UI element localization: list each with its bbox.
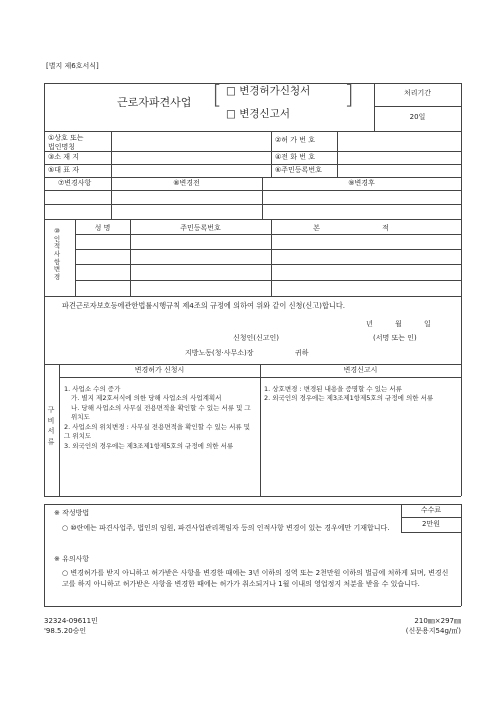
label-address: ③소 재 지 (48, 153, 80, 161)
label-change-item: ⑦변경사항 (58, 179, 92, 187)
sign-note: (서명 또는 인) (373, 334, 417, 342)
docs-left-item: 2. 사업소의 위치변경 : 사무실 전용면적을 확인할 수 있는 서류 및 그 위치도 (64, 422, 251, 441)
docs-right-item: 2. 외국인의 경우에는 제3조제1항제5호의 규정에 의한 서류 (264, 394, 434, 403)
date-day: 일 (424, 320, 431, 328)
statement: 파견근로자보호등에관한법률시행규칙 제4조의 규정에 의하여 위와 같이 신청(신고)합니다. (62, 301, 346, 310)
docs-right-item: 1. 상호변경 : 변경된 내용을 증명할 수 있는 서류 (264, 385, 402, 393)
recipient: 지방노동(청·사무소)장 (185, 349, 254, 357)
docs-left-list (64, 385, 254, 451)
label-before-change: ⑧변경전 (173, 179, 200, 187)
input-phone[interactable] (338, 152, 460, 163)
personal-info-rows[interactable] (76, 235, 460, 295)
docs-left-item: 가. 별지 제2호서식에 의한 당해 사업소의 사업계획서 (71, 394, 222, 403)
input-address[interactable] (112, 152, 270, 163)
date-month: 월 (395, 320, 402, 328)
bracket-right-icon: ] (344, 80, 355, 110)
label-phone: ④전 화 번 호 (275, 153, 315, 161)
label-permit-number: ②허 가 번 호 (275, 136, 315, 144)
bracket-left-icon: [ (212, 80, 223, 110)
form-title: 근로자파견사업 (117, 96, 192, 109)
input-company-name[interactable] (112, 132, 270, 150)
applicant-label: 신청인(신고인) (233, 334, 280, 342)
processing-period-value: 20일 (409, 113, 426, 121)
docs-left-item: 나. 당해 사업소의 사무실 전용면적을 확인할 수 있는 서류 및 그 위치도 (71, 403, 251, 422)
processing-period-label: 처리기간 (403, 89, 432, 97)
label-representative: ⑤대 표 자 (48, 166, 80, 174)
section10-side-label: ⑩인적사항변경 (53, 227, 61, 281)
docs-side-label: 구비서류 (47, 406, 55, 446)
footer-approval: '98.5.20승인 (44, 627, 87, 635)
form-number: [별지 제6호서식] (46, 62, 99, 70)
notes-line: ○ 변경허가를 받지 아니하고 허가받은 사항을 변경한 때에는 3년 이하의 징역 또는 2천만원 이하의 벌금에 처하게 되며, 변경신고를 하지 아니하고 허가받은 사항을 변경한 때에는 허가가 취소되거나 1월 이내의 영업정지 처분을 받을 수 있습니다. (62, 569, 449, 589)
docs-left-item: 3. 외국인의 경우에는 제3조제1항제5호의 규정에 의한 서류 (64, 441, 234, 450)
instructions-title: ※ 작성방법 (54, 509, 90, 517)
input-representative[interactable] (112, 165, 270, 176)
input-resident-number[interactable] (338, 165, 460, 176)
instructions-line: ○ ⑩란에는 파견사업주, 법인의 임원, 파견사업관리책임자 등의 인적사항 변경이 있는 경우에만 기재합니다. (62, 524, 390, 532)
label-resident-number: ⑥주민등록번호 (275, 166, 322, 174)
option-change-report[interactable]: □ 변경신고서 (226, 108, 290, 120)
input-permit-number[interactable] (338, 132, 460, 150)
footer-size: 210㎜×297㎜ (414, 617, 461, 625)
docs-right-list (264, 385, 456, 404)
change-rows[interactable] (45, 191, 460, 218)
docs-left-header: 변경허가 신청시 (134, 366, 185, 374)
recipient-suffix: 귀하 (295, 349, 309, 357)
column-domicile: 본 적 (313, 224, 419, 232)
option-change-permit[interactable]: □ 변경허가신청서 (226, 85, 311, 97)
label-company-name: ①상호 또는 법인명칭 (48, 134, 84, 152)
fee-label: 수수료 (420, 506, 442, 514)
column-name: 성 명 (94, 224, 111, 232)
label-after-change: ⑨변경후 (348, 179, 375, 187)
date-year: 년 (366, 320, 373, 328)
notes-title: ※ 유의사항 (54, 555, 90, 563)
footer-paper: (신문용지54g/㎡) (405, 627, 461, 635)
column-resident-number: 주민등록번호 (180, 224, 221, 232)
fee-value: 2만원 (422, 520, 440, 528)
docs-left-item: 1. 사업소 수의 증가 (64, 385, 121, 393)
docs-right-header: 변경신고시 (343, 366, 378, 374)
footer-code: 32324-09611민 (44, 617, 98, 625)
